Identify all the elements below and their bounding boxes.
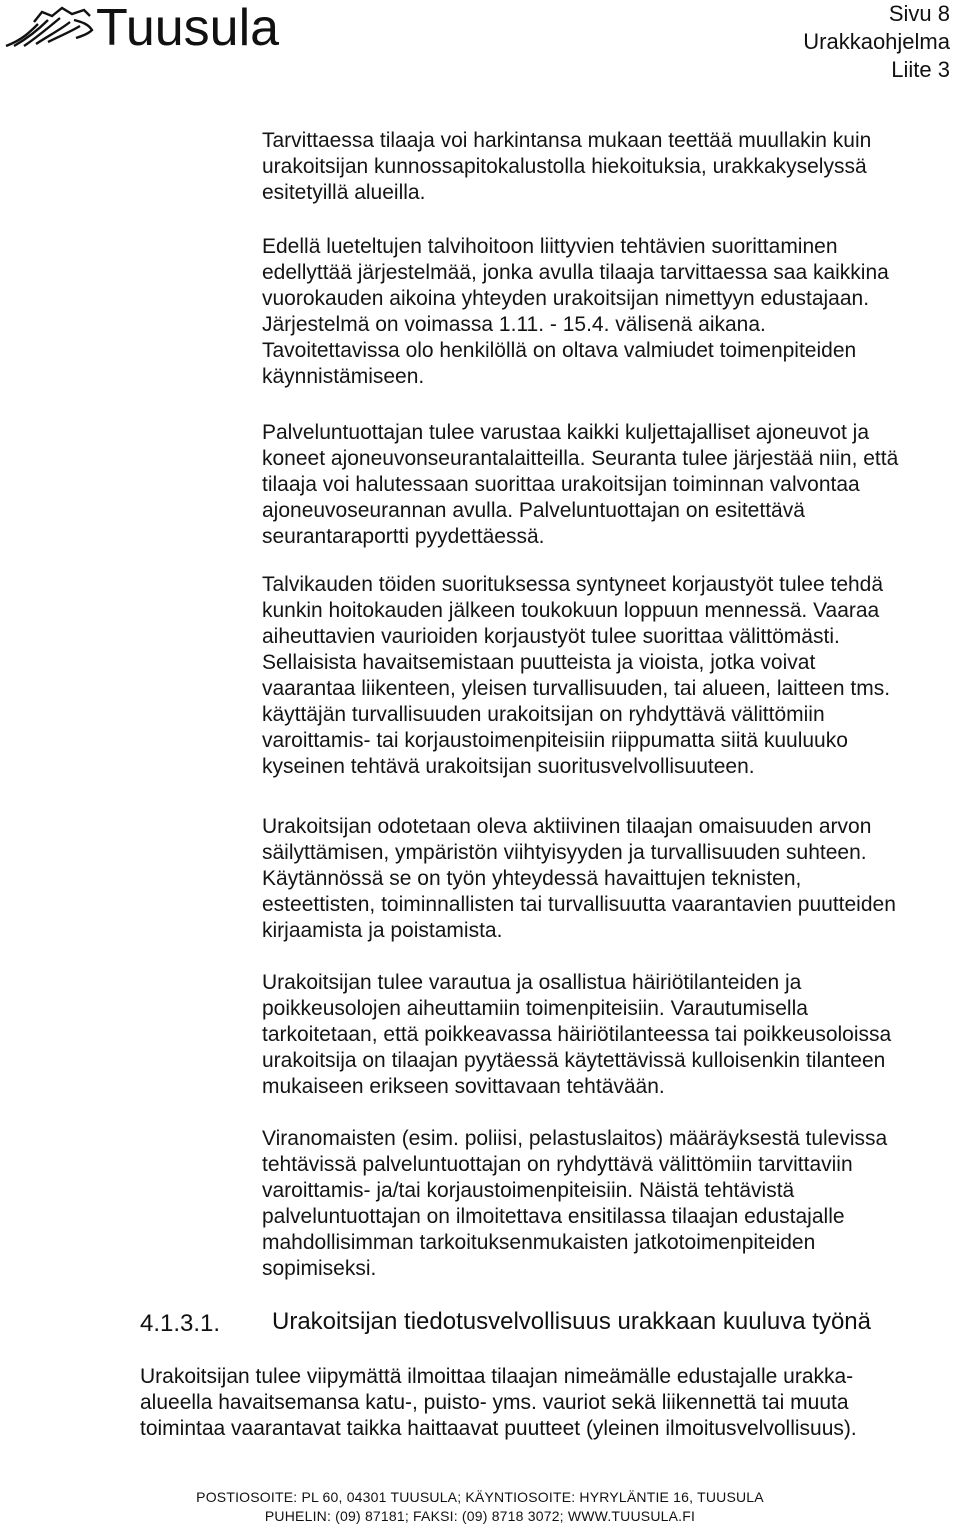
- paragraph-4: Talvikauden töiden suorituksessa syntyneet korjaustyöt tulee tehdä kunkin hoitokauden jälkeen toukokuun loppuun mennessä. Vaaraa aiheuttavien vaurioiden korjaustyöt tulee suorittaa välittömästi. Sellaisista havaitsemistaan puutteista ja vioista, jotka voivat vaarantaa liikenteen, yleisen turvallisuuden, tai alueen, laitteen tms. käyttäjän turvallisuuden urakoitsijan on ryhdyttävä välittömiin varoittamis- tai korjaustoimenpiteisiin riippumatta siitä kuuluuko kyseinen tehtävä urakoitsijan suoritusvelvollisuuteen.: [262, 573, 891, 778]
- logo-text: Tuusula: [96, 0, 280, 57]
- paragraph-5: Urakoitsijan odotetaan oleva aktiivinen tilaajan omaisuuden arvon säilyttämisen, ympäristön viihtyisyyden ja turvallisuuden suhteen. Käytännössä se on työn yhteydessä havaittujen teknisten, esteettisten, toiminnallisten tai turvallisuutta vaarantavien puutteiden kirjaamista ja poistamista.: [262, 815, 896, 942]
- document-title: Urakkaohjelma: [803, 29, 950, 54]
- tuusula-emblem-icon: [4, 6, 96, 50]
- page-header-info: [803, 0, 950, 84]
- section-paragraph: Urakoitsijan tulee viipymättä ilmoittaa tilaajan nimeämälle edustajalle urakka- alueella havaitsemansa katu-, puisto- yms. vauriot sekä liikennettä tai muuta toimintaa vaarantavat taikka haittaavat puutteet (yleinen ilmoitusvelvollisuus).: [140, 1365, 857, 1440]
- section-number: 4.1.3.1.: [140, 1310, 221, 1337]
- paragraph-1: Tarvittaessa tilaaja voi harkintansa mukaan teettää muullakin kuin urakoitsijan kunnossapitokalustolla hiekoituksia, urakkakyselyssä esitetyillä alueilla.: [262, 129, 872, 204]
- page-footer: [0, 1488, 960, 1526]
- paragraph-6: Urakoitsijan tulee varautua ja osallistua häiriötilanteiden ja poikkeusolojen aiheuttamiin toimenpiteisiin. Varautumisella tarkoitetaan, että poikkeavassa häiriötilanteessa tai poikkeusoloissa urakoitsija on tilaajan pyytäessä käytettävissä kulloisenkin tilanteen mukaiseen erikseen sovittavaan tehtävään.: [262, 971, 892, 1098]
- section-title: Urakoitsijan tiedotusvelvollisuus urakkaan kuuluva työnä: [272, 1308, 871, 1335]
- paragraph-3: Palveluntuottajan tulee varustaa kaikki kuljettajalliset ajoneuvot ja koneet ajoneuvonseurantalaitteilla. Seuranta tulee järjestää niin, että tilaaja voi halutessaan suorittaa urakoitsijan toiminnan valvontaa ajoneuvoseurannan avulla. Palveluntuottajan on esitettävä seurantaraportti pyydettäessä.: [262, 421, 899, 548]
- attachment-label: Liite 3: [891, 57, 950, 82]
- footer-contact: PUHELIN: (09) 87181; FAKSI: (09) 8718 3072; WWW.TUUSULA.FI: [264, 1508, 696, 1524]
- paragraph-2: Edellä lueteltujen talvihoitoon liittyvien tehtävien suorittaminen edellyttää järjestelmää, jonka avulla tilaaja tarvittaessa saa kaikkina vuorokauden aikoina yhteyden urakoitsijan nimettyyn edustajaan. Järjestelmä on voimassa 1.11. - 15.4. välisenä aikana. Tavoitettavissa olo henkilöllä on oltava valmiudet toimenpiteiden käynnistämiseen.: [262, 235, 889, 388]
- footer-address: POSTIOSOITE: PL 60, 04301 TUUSULA; KÄYNTIOSOITE: HYRYLÄNTIE 16, TUUSULA: [196, 1489, 764, 1505]
- page-number: Sivu 8: [888, 1, 950, 26]
- municipality-logo: [4, 0, 304, 60]
- paragraph-7: Viranomaisten (esim. poliisi, pelastuslaitos) määräyksestä tulevissa tehtävissä palveluntuottajan on ryhdyttävä välittömiin tarvittaviin varoittamis- ja/tai korjaustoimenpiteisiin. Näistä tehtävistä palveluntuottajan on ilmoitettava ensitilassa tilaajan edustajalle mahdollisimman tarkoituksenmukaisten jatkotoimenpiteiden sopimiseksi.: [262, 1127, 888, 1280]
